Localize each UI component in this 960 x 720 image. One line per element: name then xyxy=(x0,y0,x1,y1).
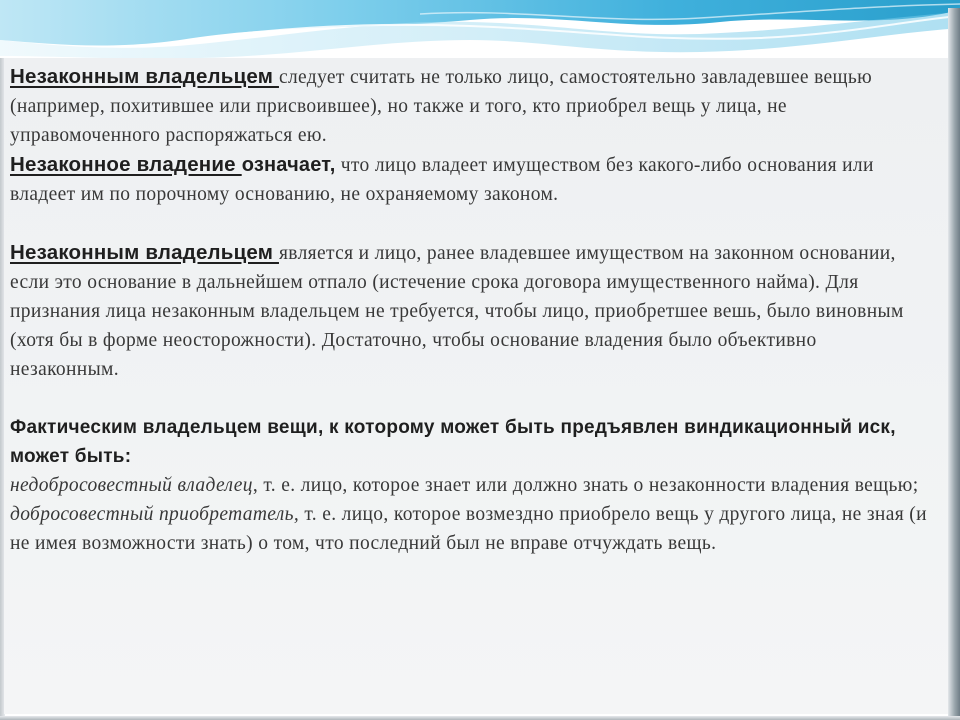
term-illegal-owner: Незаконным владельцем xyxy=(10,65,279,88)
term-bad-faith-owner: недобросовестный владелец xyxy=(10,475,253,496)
spacer xyxy=(10,384,930,413)
paragraph-illegal-possession xyxy=(10,150,930,209)
paragraph-illegal-possession-text: что лицо владеет имуществом без какого-либо основания или владеет им по порочному основанию, не охраняемому законом. xyxy=(10,155,874,205)
slide-bottom-shadow xyxy=(0,716,960,720)
list-item-bad-faith-owner-text: , т. е. лицо, которое знает или должно знать о незаконности владения вещью; xyxy=(252,475,919,496)
paragraph-illegal-owner-definition xyxy=(10,62,930,150)
slide-right-shadow xyxy=(948,8,960,720)
paragraph-former-lawful-owner-text: является и лицо, ранее владевшее имуществом на законном основании, если это основание в дальнейшем отпало (истечение срока договора имущественного найма). Для признания лица незаконным владельцем не требуется, чтобы лицо, приобретшее вешь, было виновным (хотя бы в форме неосторожности). Достаточно, чтобы основание владения было объективно незаконным. xyxy=(10,243,904,380)
paragraph-former-lawful-owner xyxy=(10,238,930,384)
term-illegal-owner-2: Незаконным владельцем xyxy=(10,241,279,264)
header-wave-decoration xyxy=(0,0,960,60)
list-item-good-faith-acquirer xyxy=(10,500,930,558)
paragraph-illegal-owner-text: следует считать не только лицо, самостоятельно завладевшее вещью (например, похитившее или присвоившее), но также и того, кто приобрел вещь у лица, не управомоченного распоряжаться ею. xyxy=(10,67,873,146)
term-good-faith-acquirer: добросовестный приобретатель, xyxy=(10,504,300,525)
term-illegal-possession: Незаконное владение xyxy=(10,153,242,176)
verb-means: означает, xyxy=(241,154,336,176)
list-item-bad-faith-owner xyxy=(10,471,930,500)
section-heading-actual-owner: Фактическим владельцем вещи, к которому может быть предъявлен виндикационный иск, может быть: xyxy=(10,417,896,467)
slide-content xyxy=(10,62,930,558)
spacer xyxy=(10,209,930,238)
list-item-good-faith-acquirer-text: т. е. лицо, которое возмездно приобрело вещь у другого лица, не зная (и не имея возможности знать) о том, что последний был не вправе отчуждать вещь. xyxy=(10,504,927,554)
